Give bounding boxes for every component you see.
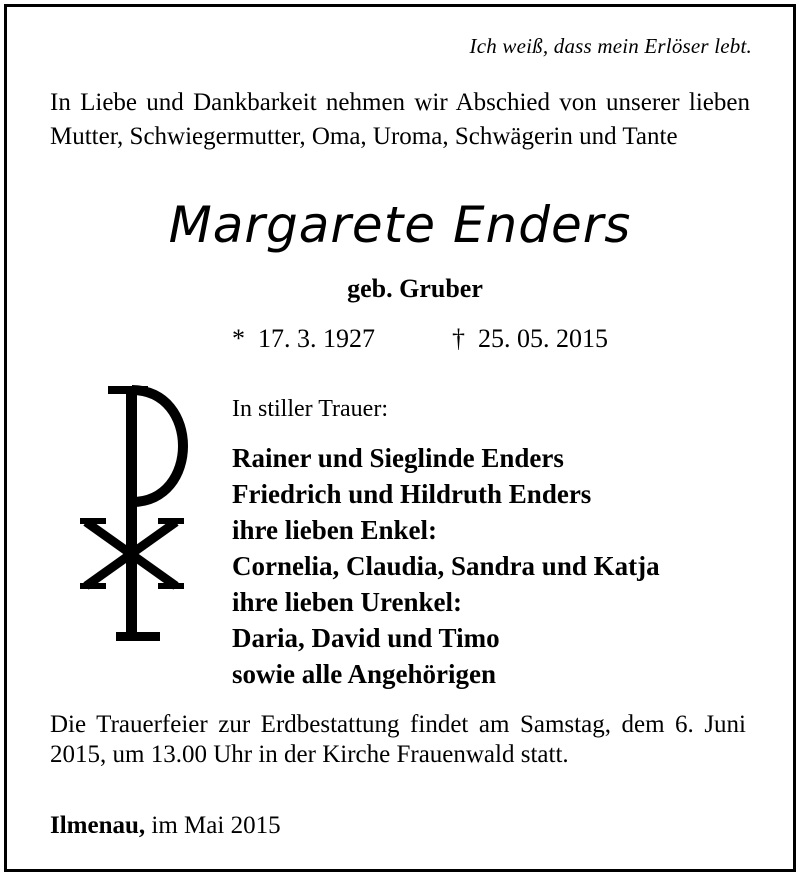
mourner-line: Cornelia, Claudia, Sandra und Katja	[232, 551, 660, 581]
mourner-line: Rainer und Sieglinde Enders	[232, 443, 564, 473]
bible-motto: Ich weiß, dass mein Erlöser lebt.	[469, 34, 752, 58]
chi-rho-icon	[80, 380, 190, 651]
place-date: im Mai 2015	[145, 812, 281, 839]
mourner-line: Friedrich und Hildruth Enders	[232, 479, 592, 509]
birth-date: * 17. 3. 1927	[232, 324, 375, 353]
mourner-line: Daria, David und Timo	[232, 623, 500, 653]
maiden-name: geb. Gruber	[347, 274, 483, 303]
mourning-label: In stiller Trauer:	[232, 396, 388, 422]
intro-text: In Liebe und Dankbarkeit nehmen wir Abschied von unserer lieben Mutter, Schwiegermutter, Oma, Uroma, Schwägerin und Tante	[50, 89, 750, 150]
place-city: Ilmenau,	[50, 812, 146, 839]
service-announcement: Die Trauerfeier zur Erdbestattung findet am Samstag, dem 6. Juni 2015, um 13.00 Uhr in der Kirche Frauenwald statt.	[50, 711, 746, 768]
deceased-name: Margarete Enders	[168, 196, 632, 254]
place-date-line	[50, 812, 281, 840]
death-date: † 25. 05. 2015	[452, 324, 608, 353]
mourners-list	[232, 440, 660, 692]
mourner-line: ihre lieben Urenkel:	[232, 587, 462, 617]
mourner-line: sowie alle Angehörigen	[232, 659, 496, 689]
mourner-line: ihre lieben Enkel:	[232, 515, 438, 545]
